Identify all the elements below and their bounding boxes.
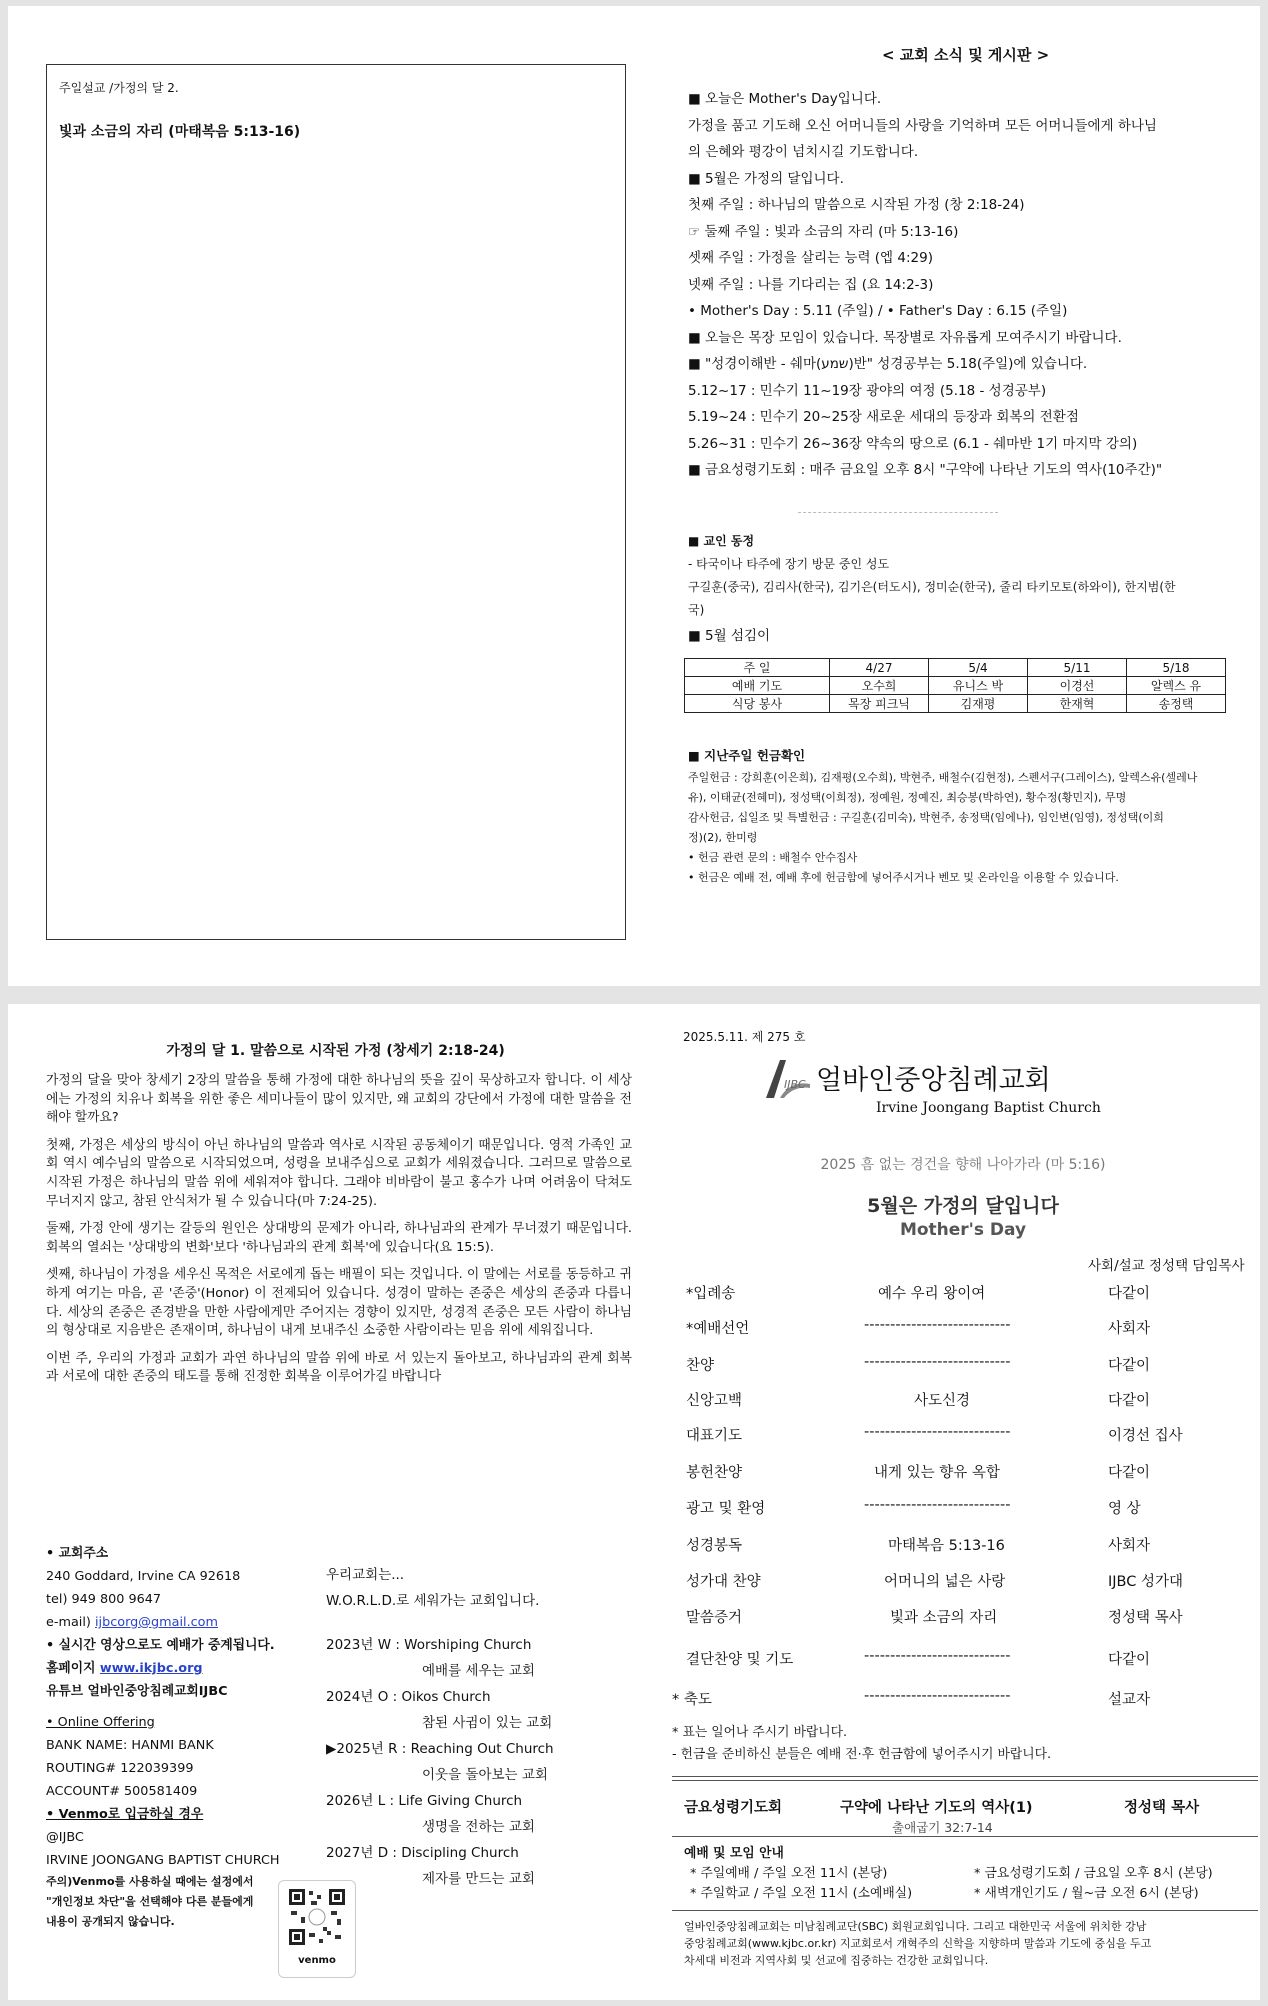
sermon-paragraph: 이번 주, 우리의 가정과 교회가 과연 하나님의 말씀 위에 바로 서 있는지 돌아보고, 하나님과의 관계 회복과 서로에 대한 존중의 태도를 통해 진정한 회복을 이루어가길 바랍니다 (46, 1350, 632, 1385)
month-theme-en: Mother's Day (899, 1220, 1027, 1240)
vision-desc: 참된 사귐이 있는 교회 (422, 1715, 553, 1731)
homepage-label: 홈페이지 (46, 1661, 100, 1676)
divider (672, 1776, 1258, 1777)
worship-note: - 헌금을 준비하신 분들은 예배 전·후 헌금함에 넣어주시기 바랍니다. (672, 1747, 1052, 1762)
worship-info-heading: 예배 및 모임 안내 (684, 1846, 784, 1861)
offering-line: • 헌금은 예배 전, 예배 후에 헌금함에 넣어주시거나 벤모 및 온라인을 이용할 수 있습니다. (688, 871, 1119, 884)
worship-leader: 이경선 집사 (1108, 1428, 1183, 1444)
church-name-en: Irvine Joongang Baptist Church (876, 1100, 1101, 1116)
worship-info-row (684, 1884, 1264, 1904)
bulletin-page-2 (8, 1004, 1260, 2000)
worship-content: ---------------------------- (864, 1317, 1011, 1333)
worship-leader: 다같이 (1108, 1652, 1151, 1668)
worship-item: 성경봉독 (686, 1538, 743, 1554)
announcement-line: • Mother's Day : 5.11 (주일) / • Father's Day : 6.15 (주일) (688, 303, 1068, 319)
venmo-warning: 내용이 공개되지 않습니다. (46, 1915, 175, 1928)
qr-caption: venmo (298, 1955, 336, 1966)
announcement-line: ☞ 둘째 주일 : 빛과 소금의 자리 (마 5:13-16) (688, 223, 959, 240)
friday-title: 구약에 나타난 기도의 역사(1) (840, 1800, 1033, 1816)
worship-item: *입례송 (686, 1286, 736, 1302)
announcement-line: 5.26~31 : 민수기 26~36장 약속의 땅으로 (6.1 - 쉐마반 1기 마지막 강의) (688, 435, 1138, 452)
offering-list (688, 746, 1197, 888)
worship-content: 어머니의 넓은 사랑 (884, 1574, 1006, 1590)
bulletin-page-1 (8, 6, 1260, 986)
address-label: • 교회주소 (46, 1546, 109, 1561)
table-cell: 오수희 (830, 677, 929, 695)
venmo-id: @IJBC (46, 1830, 84, 1845)
offering-heading: ■ 지난주일 헌금확인 (688, 748, 806, 763)
worship-info-item: * 새벽개인기도 / 월~금 오전 6시 (본당) (974, 1886, 1199, 1901)
service-table (684, 658, 1226, 713)
announcement-line: ■ 금요성령기도회 : 매주 금요일 오후 8시 "구약에 나타난 기도의 역사(10주간)" (688, 462, 1163, 478)
church-motto: 2025 흠 없는 경건을 향해 나아가라 (마 5:16) (820, 1157, 1106, 1173)
table-cell: 김재평 (929, 695, 1028, 713)
footer-line: 얼바인중앙침례교회는 미남침례교단(SBC) 회원교회입니다. 그리고 대한민국 서울에 위치한 강남 (684, 1920, 1147, 1933)
worship-content: 내게 있는 향유 옥합 (874, 1465, 1000, 1481)
youtube-channel: 유튜브 얼바인중앙침례교회IJBC (46, 1684, 228, 1699)
announcement-line: ■ 5월은 가정의 달입니다. (688, 170, 844, 187)
table-cell: 한재혁 (1028, 695, 1127, 713)
worship-item: 대표기도 (686, 1428, 743, 1444)
vision-list (326, 1562, 646, 1892)
vision-year: 2026년 L : Life Giving Church (326, 1793, 523, 1809)
worship-leader: 다같이 (1108, 1286, 1151, 1302)
table-cell: 목장 피크닉 (830, 695, 929, 713)
worship-item: *예배선언 (686, 1321, 750, 1337)
vision-year: 2027년 D : Discipling Church (326, 1845, 519, 1861)
worship-note: * 표는 일어나 주시기 바랍니다. (672, 1725, 848, 1740)
vision-desc: 예배를 세우는 교회 (422, 1663, 535, 1679)
vision-year: 2023년 W : Worshiping Church (326, 1637, 532, 1653)
footer-line: 차세대 비전과 지역사회 및 선교에 집중하는 건강한 교회입니다. (684, 1954, 989, 1967)
worship-leader: 설교자 (1108, 1692, 1151, 1708)
church-footer (684, 1918, 1151, 1969)
worship-leader: 다같이 (1108, 1358, 1151, 1374)
worship-content: ---------------------------- (864, 1424, 1011, 1440)
worship-leader: 사회자 (1108, 1538, 1151, 1554)
table-row (685, 695, 1226, 713)
divider (672, 1910, 1258, 1911)
table-cell: 주 일 (685, 659, 830, 677)
vision-intro: W.O.R.L.D.로 세워가는 교회입니다. (326, 1593, 540, 1609)
worship-leader: 다같이 (1108, 1393, 1151, 1409)
members-sub: - 타국이나 타주에 장기 방문 중인 성도 (688, 557, 890, 571)
worship-leader: 사회자 (1108, 1321, 1151, 1337)
vision-desc: 생명을 전하는 교회 (422, 1819, 535, 1835)
bank-name: BANK NAME: HANMI BANK (46, 1738, 214, 1753)
worship-notes (672, 1722, 1051, 1766)
announcement-line: 의 은혜와 평강이 넘치시길 기도합니다. (688, 144, 919, 160)
announcement-line: 5.12~17 : 민수기 11~19장 광야의 여정 (5.18 - 성경공부) (688, 382, 1047, 399)
announcement-line: 가정을 품고 기도해 오신 어머니들의 사랑을 기억하며 모든 어머니들에게 하나님 (688, 117, 1157, 134)
worship-content: ---------------------------- (864, 1648, 1011, 1664)
email-link[interactable]: ijbcorg@gmail.com (94, 1615, 218, 1630)
worship-info-item: * 금요성령기도회 / 금요일 오후 8시 (본당) (974, 1866, 1213, 1881)
sermon-paragraph: 첫째, 가정은 세상의 방식이 아닌 하나님의 말씀과 역사로 시작된 공동체이기 때문입니다. 영적 가족인 교회 역시 예수님의 말씀으로 시작되었으며, 성령을 보내주심으로 교회가 세워졌습니다. 그러므로 말씀으로 시작된 가정은 하나님의 말씀 위에 세워져야 합니다. 그래야 비바람이 불고 홍수가 나며 어려움이 닥쳐도 무너지지 않고, 참된 안식처가 될 수 있습니다(마 7:24-25). (46, 1137, 632, 1209)
sermon-paragraph: 둘째, 가정 안에 생기는 갈등의 원인은 상대방의 문제가 아니라, 하나님과의 관계가 무너졌기 때문입니다. 회복의 열쇠는 '상대방의 변화'보다 '하나님과의 관계 회복'에 있습니다(요 15:5). (46, 1221, 632, 1255)
online-offering-label: • Online Offering (46, 1715, 155, 1730)
table-cell: 5/18 (1127, 659, 1226, 677)
announcement-line: 첫째 주일 : 하나님의 말씀으로 시작된 가정 (창 2:18-24) (688, 197, 1025, 213)
worship-info-item: * 주일학교 / 주일 오전 11시 (소예배실) (690, 1886, 913, 1901)
worship-content: 마태복음 5:13-16 (888, 1538, 1005, 1554)
venmo-warning: "개인정보 차단"을 선택해야 다른 분들에게 (46, 1895, 254, 1908)
table-cell: 유니스 박 (929, 677, 1028, 695)
worship-item: 광고 및 환영 (686, 1501, 766, 1517)
vision-year: 2024년 O : Oikos Church (326, 1689, 491, 1705)
service-heading: ■ 5월 섬김이 (688, 628, 771, 644)
worship-content: ---------------------------- (864, 1688, 1011, 1704)
offering-line: 유), 이태균(전혜미), 정성택(이희정), 정예원, 정예진, 최승봉(박하연), 황수정(황민지), 무명 (688, 791, 1127, 804)
sermon-notes-box (46, 64, 626, 940)
worship-item: 신앙고백 (686, 1393, 743, 1409)
venmo-name: IRVINE JOONGANG BAPTIST CHURCH (46, 1853, 280, 1868)
worship-leader: 다같이 (1108, 1465, 1151, 1481)
table-cell: 송정택 (1127, 695, 1226, 713)
vision-desc: 이웃을 돌아보는 교회 (422, 1767, 548, 1783)
table-cell: 이경선 (1028, 677, 1127, 695)
worship-content: ---------------------------- (864, 1354, 1011, 1370)
table-cell: 예배 기도 (685, 677, 830, 695)
offering-line: 정)(2), 한미령 (688, 831, 758, 844)
news-title: < 교회 소식 및 게시판 > (882, 46, 1050, 64)
table-header-row (685, 659, 1226, 677)
worship-item: 말씀증거 (686, 1610, 743, 1626)
offering-line: 감사헌금, 십일조 및 특별헌금 : 구길훈(김미숙), 박현주, 송정택(임에나), 임인변(임영), 정성택(이희 (688, 811, 1164, 824)
announcement-line: ■ 오늘은 Mother's Day입니다. (688, 91, 882, 107)
offering-line: 주일헌금 : 강희훈(이은희), 김재평(오수희), 박현주, 배철수(김현정), 스펜서구(그레이스), 알렉스유(셀레나 (688, 771, 1198, 784)
routing-number: ROUTING# 122039399 (46, 1761, 194, 1776)
divider (672, 1780, 1258, 1781)
announcements (688, 86, 1248, 484)
qr-code-icon (287, 1887, 347, 1947)
divider (672, 1836, 1258, 1837)
account-number: ACCOUNT# 500581409 (46, 1784, 198, 1799)
homepage-link[interactable]: www.ikjbc.org (99, 1661, 203, 1676)
church-contact (46, 1542, 326, 1932)
worship-item: 성가대 찬양 (686, 1574, 761, 1590)
table-cell: 5/11 (1028, 659, 1127, 677)
worship-leader: 영 상 (1108, 1501, 1141, 1517)
table-row (685, 677, 1226, 695)
footer-line: 중앙침례교회(www.kjbc.or.kr) 지교회로서 개혁주의 신학을 지향하며 말씀과 기도에 중심을 두고 (684, 1937, 1152, 1950)
worship-content: 사도신경 (914, 1393, 971, 1409)
members-names: 국) (688, 603, 705, 617)
phone: tel) 949 800 9647 (46, 1592, 162, 1607)
worship-content: ---------------------------- (864, 1497, 1011, 1513)
issue-number: 2025.5.11. 제 275 호 (683, 1030, 806, 1044)
preacher: 사회/설교 정성택 담임목사 (1088, 1258, 1245, 1274)
vision-desc: 제자를 만드는 교회 (422, 1871, 535, 1887)
friday-label: 금요성령기도회 (684, 1800, 783, 1816)
worship-leader: 정성택 목사 (1108, 1610, 1183, 1626)
worship-item: 찬양 (686, 1358, 715, 1374)
homepage-row (46, 1657, 326, 1680)
address: 240 Goddard, Irvine CA 92618 (46, 1569, 241, 1584)
sermon-text (46, 1072, 632, 1396)
logo-mark-text: IJBC (784, 1078, 806, 1091)
friday-speaker: 정성택 목사 (1124, 1800, 1200, 1816)
worship-info-row (684, 1864, 1264, 1884)
members-news (688, 530, 1176, 622)
worship-item: 봉헌찬양 (686, 1465, 743, 1481)
announcement-line: 5.19~24 : 민수기 20~25장 새로운 세대의 등장과 회복의 전환점 (688, 409, 1079, 425)
members-heading: ■ 교인 동정 (688, 534, 755, 548)
sermon-paragraph: 가정의 달을 맞아 창세기 2장의 말씀을 통해 가정에 대한 하나님의 뜻을 깊이 묵상하고자 합니다. 이 세상에는 가정의 치유나 회복을 위한 좋은 세미나들이 많이 있지만, 왜 교회의 강단에서 가정에 대한 말씀을 전해야 할까요? (46, 1073, 632, 1126)
worship-info (684, 1844, 1264, 1904)
announcement-line: 넷째 주일 : 나를 기다리는 집 (요 14:2-3) (688, 276, 934, 293)
stream-note: • 실시간 영상으로도 예배가 중계됩니다. (46, 1638, 275, 1653)
announcement-line: 셋째 주일 : 가정을 살리는 능력 (엡 4:29) (688, 250, 933, 266)
vision-year: ▶2025년 R : Reaching Out Church (326, 1741, 554, 1757)
sermon-title: 가정의 달 1. 말씀으로 시작된 가정 (창세기 2:18-24) (166, 1043, 505, 1059)
announcement-line: ■ "성경이해반 - 쉐마(שמע)반" 성경공부는 5.18(주일)에 있습니다. (688, 356, 1088, 372)
sermon-title: 빛과 소금의 자리 (마태복음 5:13-16) (59, 124, 301, 140)
members-names: 구길훈(중국), 김리사(한국), 김기은(터도시), 정미순(한국), 줄리 타키모토(하와이), 한지범(한 (688, 580, 1176, 594)
table-cell: 4/27 (830, 659, 929, 677)
sermon-paragraph: 셋째, 하나님이 가정을 세우신 목적은 서로에게 돕는 배필이 되는 것입니다. 이 말에는 서로를 동등하고 귀하게 여기는 마음, 곧 '존중'(Honor) 이 전제되어 있습니다. 성경이 말하는 존중은 세상의 존중과 다릅니다. 세상의 존중은 존경받을 만한 사람에게만 주어지는 경향이 있지만, 성경적 존중은 모든 사람이 하나님의 형상대로 지음받은 존재이며, 하나님이 내게 보내주신 소중한 사람이라는 믿음 위에 세워집니다. (46, 1267, 632, 1339)
table-cell: 5/4 (929, 659, 1028, 677)
worship-content: 빛과 소금의 자리 (890, 1610, 998, 1626)
venmo-qr-card[interactable] (278, 1880, 356, 1978)
vision-intro: 우리교회는... (326, 1567, 405, 1583)
worship-content: 예수 우리 왕이여 (878, 1286, 986, 1302)
offering-line: • 헌금 관련 문의 : 배철수 안수집사 (688, 851, 858, 864)
email-row (46, 1611, 326, 1634)
venmo-warning: 주의)Venmo를 사용하실 때에는 설정에서 (46, 1875, 254, 1888)
worship-item: 결단찬양 및 기도 (686, 1652, 794, 1668)
email-label: e-mail) (46, 1615, 95, 1630)
month-theme: 5월은 가정의 달입니다 (867, 1195, 1059, 1217)
worship-info-item: * 주일예배 / 주일 오전 11시 (본당) (690, 1866, 888, 1881)
worship-item: * 축도 (672, 1692, 712, 1708)
table-cell: 식당 봉사 (685, 695, 830, 713)
divider (798, 512, 998, 513)
church-name: 얼바인중앙침례교회 (816, 1065, 1051, 1096)
venmo-note: • Venmo로 입금하실 경우 (46, 1807, 204, 1822)
worship-leader: IJBC 성가대 (1108, 1574, 1183, 1590)
table-cell: 알렉스 유 (1127, 677, 1226, 695)
announcement-line: ■ 오늘은 목장 모임이 있습니다. 목장별로 자유롭게 모여주시기 바랍니다. (688, 329, 1122, 346)
sermon-label: 주일설교 /가정의 달 2. (59, 81, 179, 95)
friday-scripture: 출애굽기 32:7-14 (892, 1820, 993, 1835)
church-logo-icon (760, 1054, 812, 1104)
